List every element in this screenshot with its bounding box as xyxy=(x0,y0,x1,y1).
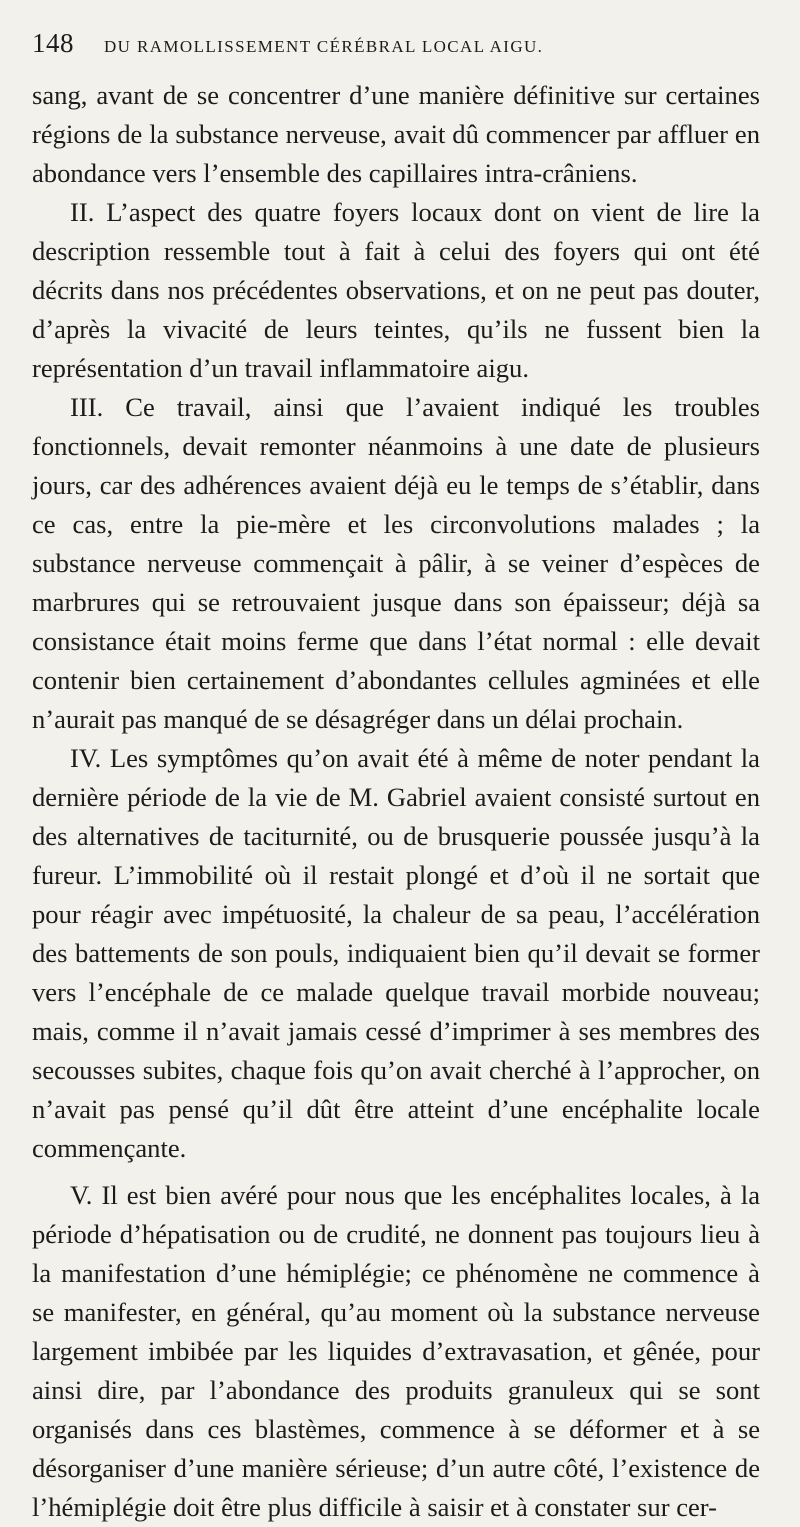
paragraph-v: V. Il est bien avéré pour nous que les encéphalites locales, à la période d’hépatisation ou de crudité, ne donnent pas toujours lieu à la manifestation d’une hémiplégie; ce phénomène ne commence à se manifester, en général, qu’au moment où la substance nerveuse largement imbibée par les liquides d’extravasation, et gênée, pour ainsi dire, par l’abondance des produits granuleux qui se sont organisés dans ces blastèmes, commence à se déformer et à se désorganiser d’une manière sérieuse; d’un autre côté, l’existence de l’hémiplégie doit être plus difficile à saisir et à constater sur cer- xyxy=(32,1180,760,1522)
paragraph-iii: III. Ce travail, ainsi que l’avaient indiqué les troubles fonctionnels, devait remonter néanmoins à une date de plusieurs jours, car des adhérences avaient déjà eu le temps de s’établir, dans ce cas, entre la pie-mère et les circonvolutions malades ; la substance nerveuse commençait à pâlir, à se veiner d’espèces de marbrures qui se retrouvaient jusque dans son épaisseur; déjà sa consistance était moins ferme que dans l’état normal : elle devait contenir bien certainement d’abondantes cellules agminées et elle n’aurait pas manqué de se désagréger dans un délai prochain. xyxy=(32,392,760,734)
paragraph-continued: sang, avant de se concentrer d’une manière définitive sur certaines régions de la substance nerveuse, avait dû commencer par affluer en abondance vers l’ensemble des capillaires intra-crâniens. xyxy=(32,80,760,188)
running-title: DU RAMOLLISSEMENT CÉRÉBRAL LOCAL AIGU. xyxy=(104,37,544,56)
paragraph-iv: IV. Les symptômes qu’on avait été à même de noter pendant la dernière période de la vie de M. Gabriel avaient consisté surtout en des alternatives de taciturnité, ou de brusquerie poussée jusqu’à la fureur. L’immobilité où il restait plongé et d’où il ne sortait que pour réagir avec impétuosité, la chaleur de sa peau, l’accélération des battements de son pouls, indiquaient bien qu’il devait se former vers l’encéphale de ce malade quelque travail morbide nouveau; mais, comme il n’avait jamais cessé d’imprimer à ses membres des secousses subites, chaque fois qu’on avait cherché à l’approcher, on n’avait pas pensé qu’il dût être atteint d’une encéphalite locale commençante. xyxy=(32,743,760,1163)
paragraph-ii: II. L’aspect des quatre foyers locaux dont on vient de lire la description ressemble tout à fait à celui des foyers qui ont été décrits dans nos précédentes observations, et on ne peut pas douter, d’après la vivacité de leurs teintes, qu’ils ne fussent bien la représentation d’un travail inflammatoire aigu. xyxy=(32,197,760,383)
page-header xyxy=(32,28,760,76)
body-text xyxy=(32,76,760,1527)
page-number: 148 xyxy=(32,28,74,58)
